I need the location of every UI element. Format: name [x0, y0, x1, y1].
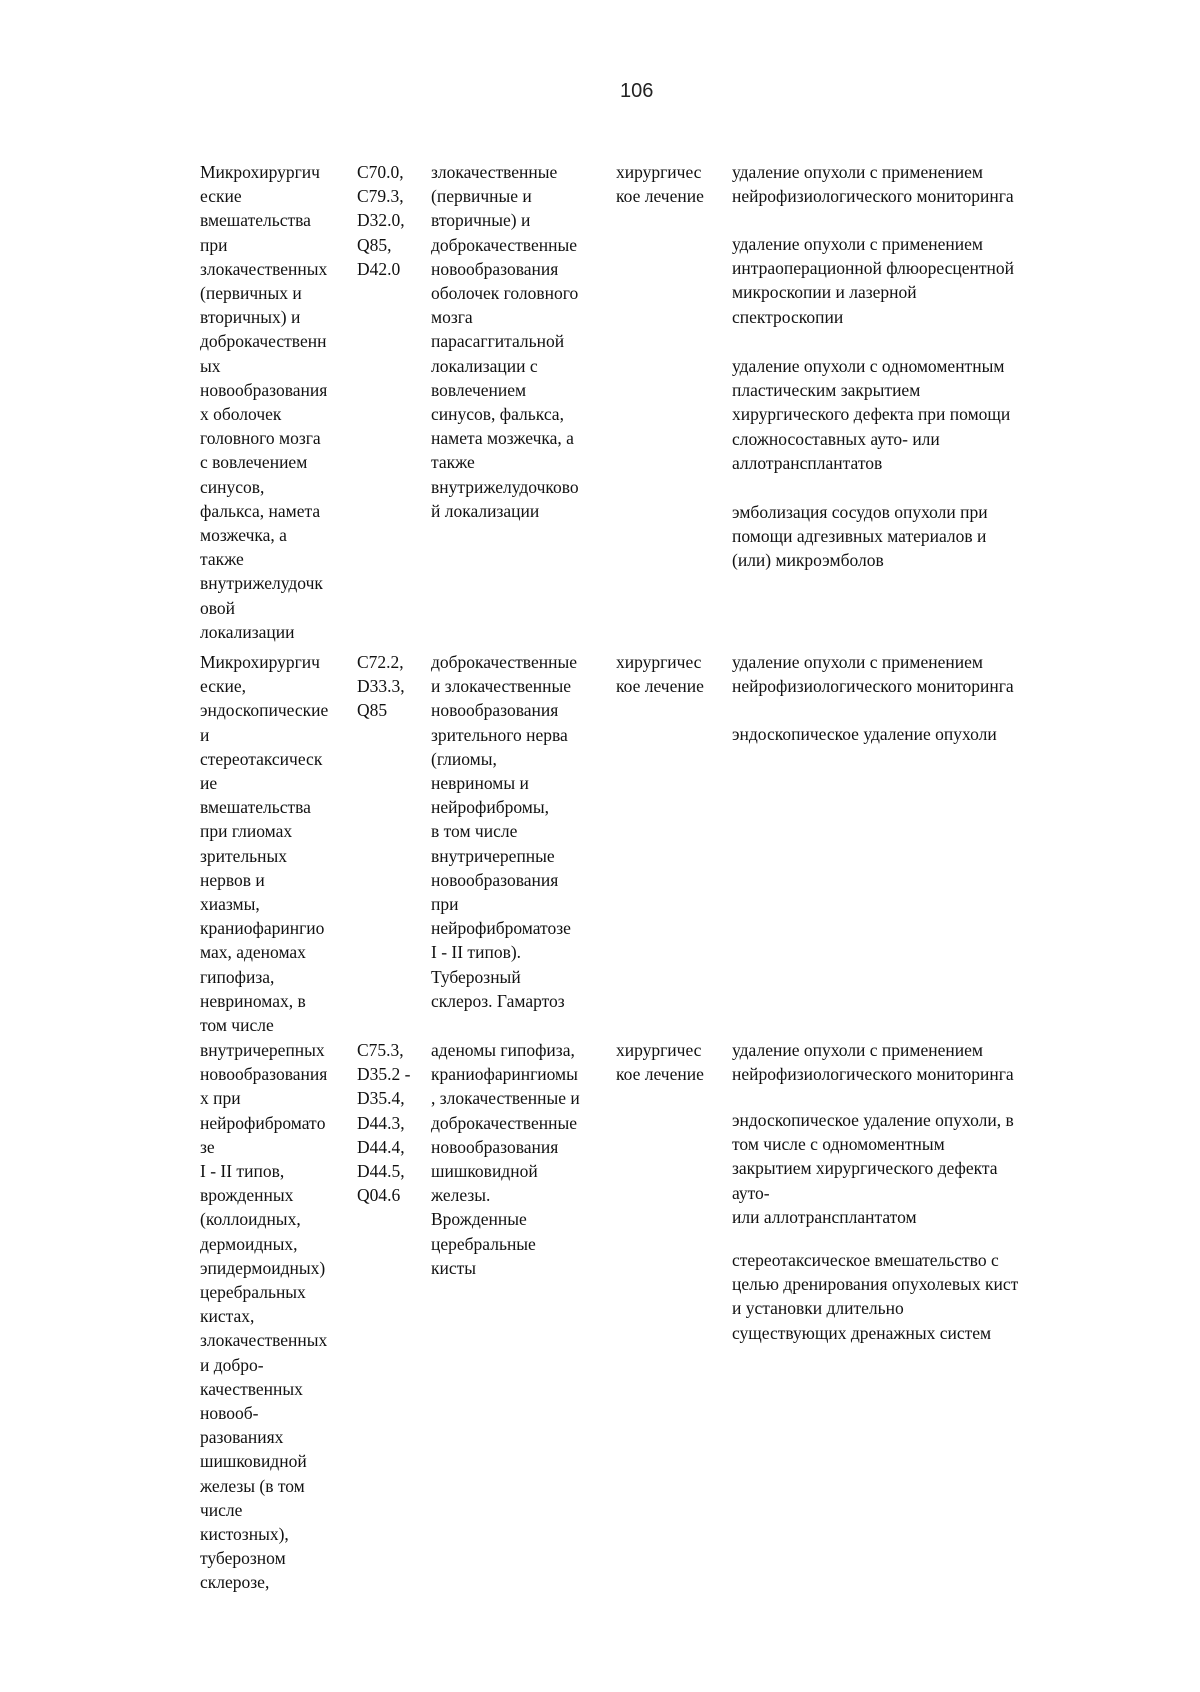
treatment-method: удаление опухоли с применением нейрофизиологического мониторинга [732, 162, 1014, 207]
treatment-method: эндоскопическое удаление опухоли [732, 724, 997, 744]
intervention-name: Микрохирургич еские, эндоскопические и стереотаксическ ие вмешательства при глиомах зрительных нервов и хиазмы, краниофарингио мах, аденомах гипофиза, невриномах, в том числе [200, 652, 329, 1036]
intervention-name: внутричерепных новообразования х при нейрофиброматo зе I - II типов, врожденных (коллоидных, дермоидных, эпидермоидных) церебральных кистах, злокачественных и добро- качественных новооб- разованиях шишковидной железы (в том числе кистозных), туберозном склерозе, [200, 1040, 328, 1593]
icd-codes: C72.2, D33.3, Q85 [357, 652, 405, 721]
icd-codes: C75.3, D35.2 - D35.4, D44.3, D44.4, D44.5, Q04.6 [357, 1040, 411, 1206]
treatment-method: удаление опухоли с применением интраоперационной флюоресцентной микроскопии и лазерной спектроскопии [732, 234, 1015, 327]
diagnosis: аденомы гипофиза, краниофарингиомы , злокачественные и доброкачественные новообразования шишковидной железы. Врожденные церебральные кисты [431, 1040, 580, 1278]
intervention-name: Микрохирургич еские вмешательства при злокачественных (первичных и вторичных) и доброкачественн ых новообразования х оболочек головного мозга с вовлечением синусов, фалькса, намета мозжечка, а также внутрижелудочк овой локализации [200, 162, 328, 642]
treatment-method: удаление опухоли с применением нейрофизиологического мониторинга [732, 652, 1014, 697]
treatment-method: стереотаксическое вмешательство с целью дренирования опухолевых кист и установки длительно существующих дренажных систем [732, 1250, 1019, 1343]
treatment-method: удаление опухоли с одномоментным пластическим закрытием хирургического дефекта при помощи сложносоставных ауто- или аллотрансплантатов [732, 356, 1011, 473]
diagnosis: злокачественные (первичные и вторичные) и доброкачественные новообразования оболочек головного мозга парасаггитальной локализации с вовлечением синусов, фалькса, намета мозжечка, а также внутрижелудочково й локализации [431, 162, 579, 521]
treatment-method: эндоскопическое удаление опухоли, в том числе с одномоментным закрытием хирургического дефекта ауто- или аллотрансплантатом [732, 1110, 1014, 1227]
treatment-type: хирургичес кое лечение [616, 1040, 704, 1085]
page-number: 106 [620, 80, 654, 102]
treatment-type: хирургичес кое лечение [616, 162, 704, 207]
treatment-type: хирургичес кое лечение [616, 652, 704, 697]
treatment-method: удаление опухоли с применением нейрофизиологического мониторинга [732, 1040, 1014, 1085]
icd-codes: C70.0, C79.3, D32.0, Q85, D42.0 [357, 162, 405, 279]
treatment-method: эмболизация сосудов опухоли при помощи адгезивных материалов и (или) микроэмболов [732, 502, 988, 571]
diagnosis: доброкачественные и злокачественные новообразования зрительного нерва (глиомы, невриномы и нейрофибромы, в том числе внутричерепные новообразования при нейрофиброматозе I - II типов). Туберозный склероз. Гамартоз [431, 652, 577, 1011]
